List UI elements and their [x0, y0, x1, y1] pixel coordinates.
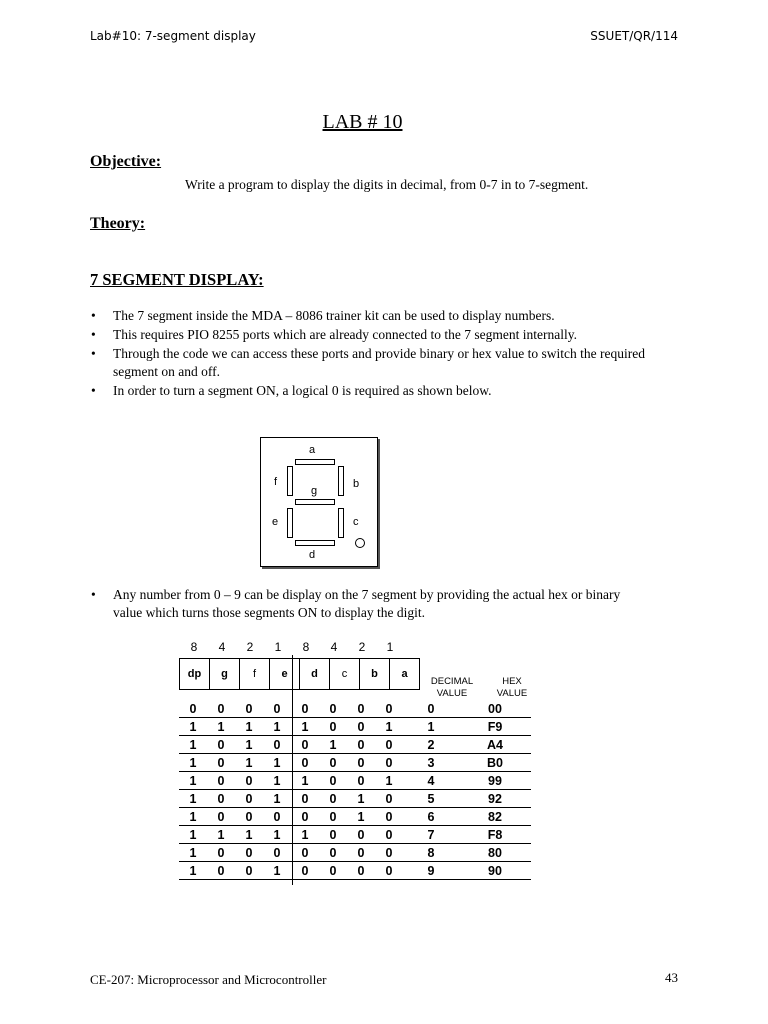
segment-header-f: f	[240, 659, 270, 690]
bit-cell: 1	[207, 718, 235, 736]
bit-cell: 0	[291, 844, 319, 862]
bit-cell: 1	[291, 718, 319, 736]
seven-segment-diagram	[260, 437, 378, 567]
bit-cell: 1	[263, 826, 291, 844]
segment-c	[338, 508, 344, 538]
bit-cell: 0	[375, 754, 403, 772]
bit-weight: 8	[190, 640, 198, 654]
decimal-cell: 8	[403, 844, 459, 862]
decimal-cell: 9	[403, 862, 459, 880]
bit-cell: 0	[263, 844, 291, 862]
bit-cell: 1	[319, 736, 347, 754]
table-row	[179, 754, 531, 772]
hex-cell: B0	[459, 754, 531, 772]
bit-cell: 0	[291, 862, 319, 880]
table-row	[179, 718, 531, 736]
bit-cell: 0	[319, 754, 347, 772]
bit-cell: 1	[291, 772, 319, 790]
bit-cell: 0	[235, 844, 263, 862]
bit-cell: 1	[179, 808, 207, 826]
segment-label-g: g	[311, 485, 318, 497]
running-header-right: SSUET/QR/114	[590, 29, 678, 43]
footer-course: CE-207: Microprocessor and Microcontroller	[90, 972, 327, 987]
list-item: • In order to turn a segment ON, a logical 0 is required as shown below.	[91, 382, 681, 400]
bit-cell: 0	[375, 790, 403, 808]
decimal-point-icon	[355, 538, 365, 548]
segment-d	[295, 540, 335, 546]
bit-cell: 0	[319, 862, 347, 880]
bit-cell: 1	[375, 772, 403, 790]
bit-cell: 0	[291, 808, 319, 826]
bit-weight: 4	[218, 640, 226, 654]
bit-cell: 0	[347, 718, 375, 736]
segment-label-b: b	[353, 478, 360, 490]
segment-header-g: g	[210, 659, 240, 690]
theory-heading: Theory:	[90, 215, 146, 232]
segment-f	[287, 466, 293, 496]
bit-cell: 0	[375, 736, 403, 754]
bit-cell: 0	[235, 862, 263, 880]
bit-cell: 1	[235, 718, 263, 736]
bit-cell: 0	[347, 700, 375, 718]
bit-weight: 2	[246, 640, 254, 654]
bit-cell: 1	[179, 844, 207, 862]
bit-cell: 0	[319, 718, 347, 736]
segment-header-e: e	[270, 659, 300, 690]
bit-cell: 0	[207, 862, 235, 880]
bullet-list-2	[91, 586, 651, 623]
bit-cell: 0	[347, 826, 375, 844]
decimal-cell: 1	[403, 718, 459, 736]
bit-weight: 1	[386, 640, 394, 654]
bit-cell: 0	[375, 808, 403, 826]
bit-cell: 0	[319, 700, 347, 718]
bit-cell: 0	[207, 808, 235, 826]
hex-cell: 80	[459, 844, 531, 862]
bit-cell: 1	[179, 718, 207, 736]
bit-cell: 0	[375, 700, 403, 718]
bit-cell: 0	[347, 754, 375, 772]
table-row	[179, 736, 531, 754]
segment-header-a: a	[390, 659, 420, 690]
bit-cell: 1	[263, 718, 291, 736]
bit-cell: 0	[291, 790, 319, 808]
bit-weight: 1	[274, 640, 282, 654]
bit-cell: 0	[375, 862, 403, 880]
table-row	[179, 808, 531, 826]
bit-cell: 0	[347, 772, 375, 790]
hex-cell: 82	[459, 808, 531, 826]
bit-cell: 0	[347, 862, 375, 880]
bit-cell: 0	[235, 700, 263, 718]
bit-cell: 1	[263, 772, 291, 790]
segment-header-b: b	[360, 659, 390, 690]
segment-label-f: f	[274, 476, 278, 488]
list-item: • The 7 segment inside the MDA – 8086 trainer kit can be used to display numbers.	[91, 307, 681, 325]
decimal-cell: 2	[403, 736, 459, 754]
bit-cell: 0	[319, 790, 347, 808]
bit-cell: 0	[291, 700, 319, 718]
bit-cell: 1	[263, 862, 291, 880]
bit-cell: 0	[207, 772, 235, 790]
list-item: • This requires PIO 8255 ports which are already connected to the 7 segment internally.	[91, 326, 681, 344]
bit-cell: 1	[179, 736, 207, 754]
bit-cell: 0	[319, 808, 347, 826]
bit-cell: 1	[179, 826, 207, 844]
bit-cell: 0	[319, 844, 347, 862]
segment-label-d: d	[309, 549, 316, 561]
bit-cell: 1	[347, 808, 375, 826]
bit-cell: 1	[207, 826, 235, 844]
bit-cell: 0	[375, 844, 403, 862]
segment-header-dp: dp	[180, 659, 210, 690]
bit-weight: 8	[302, 640, 310, 654]
decimal-cell: 4	[403, 772, 459, 790]
bit-cell: 0	[319, 826, 347, 844]
bit-cell: 0	[319, 772, 347, 790]
decimal-cell: 5	[403, 790, 459, 808]
segment-a	[295, 459, 335, 465]
segment-label-e: e	[272, 516, 279, 528]
bit-cell: 1	[235, 754, 263, 772]
table-row	[179, 772, 531, 790]
running-header-left: Lab#10: 7-segment display	[90, 29, 256, 43]
decimal-cell: 6	[403, 808, 459, 826]
bit-cell: 0	[207, 844, 235, 862]
bit-cell: 0	[235, 790, 263, 808]
bit-cell: 1	[235, 736, 263, 754]
hex-cell: F9	[459, 718, 531, 736]
segment-header-c: c	[330, 659, 360, 690]
bit-cell: 1	[179, 790, 207, 808]
bit-cell: 0	[375, 826, 403, 844]
bit-cell: 0	[347, 736, 375, 754]
bit-weight: 4	[330, 640, 338, 654]
bit-cell: 0	[263, 700, 291, 718]
bit-cell: 1	[179, 772, 207, 790]
bit-cell: 0	[207, 790, 235, 808]
truth-table	[179, 700, 531, 880]
decimal-cell: 7	[403, 826, 459, 844]
hex-cell: A4	[459, 736, 531, 754]
bit-weights-row	[180, 640, 404, 654]
bit-cell: 1	[179, 862, 207, 880]
decimal-cell: 0	[403, 700, 459, 718]
bit-cell: 1	[263, 790, 291, 808]
bit-cell: 1	[375, 718, 403, 736]
bit-cell: 1	[235, 826, 263, 844]
hex-cell: 99	[459, 772, 531, 790]
bit-cell: 0	[347, 844, 375, 862]
segment-e	[287, 508, 293, 538]
bit-cell: 1	[179, 754, 207, 772]
segment-g	[295, 499, 335, 505]
bit-cell: 0	[207, 754, 235, 772]
hex-cell: 92	[459, 790, 531, 808]
bit-cell: 0	[263, 808, 291, 826]
hex-cell: F8	[459, 826, 531, 844]
bullet-list	[91, 307, 681, 401]
segment-header-table	[179, 658, 420, 690]
bit-cell: 0	[179, 700, 207, 718]
table-row	[179, 862, 531, 880]
list-item: • Through the code we can access these ports and provide binary or hex value to switch the required segment on and off.	[91, 345, 681, 381]
table-row	[179, 844, 531, 862]
hex-cell: 00	[459, 700, 531, 718]
bit-weight: 2	[358, 640, 366, 654]
segment-b	[338, 466, 344, 496]
bit-cell: 0	[263, 736, 291, 754]
bit-cell: 0	[291, 736, 319, 754]
table-row	[179, 826, 531, 844]
page-title: LAB # 10	[322, 111, 403, 133]
objective-text: Write a program to display the digits in decimal, from 0-7 in to 7-segment.	[185, 177, 589, 192]
bit-cell: 1	[263, 754, 291, 772]
bit-cell: 0	[207, 700, 235, 718]
bit-cell: 0	[291, 754, 319, 772]
bit-cell: 1	[291, 826, 319, 844]
segment-header-d: d	[300, 659, 330, 690]
seven-segment-heading: 7 SEGMENT DISPLAY:	[90, 270, 264, 289]
hex-column-header: HEX VALUE	[496, 676, 528, 699]
segment-label-c: c	[353, 516, 359, 528]
bit-cell: 0	[235, 772, 263, 790]
table-row	[179, 700, 531, 718]
decimal-column-header: DECIMAL VALUE	[430, 676, 474, 699]
decimal-cell: 3	[403, 754, 459, 772]
bit-cell: 1	[347, 790, 375, 808]
objective-heading: Objective:	[90, 153, 162, 170]
page-number: 43	[665, 970, 678, 985]
segment-label-a: a	[309, 444, 316, 456]
table-row	[179, 790, 531, 808]
list-item: • Any number from 0 – 9 can be display on the 7 segment by providing the actual hex or binary value which turns those segments ON to display the digit.	[91, 586, 651, 622]
hex-cell: 90	[459, 862, 531, 880]
bit-cell: 0	[207, 736, 235, 754]
bit-cell: 0	[235, 808, 263, 826]
